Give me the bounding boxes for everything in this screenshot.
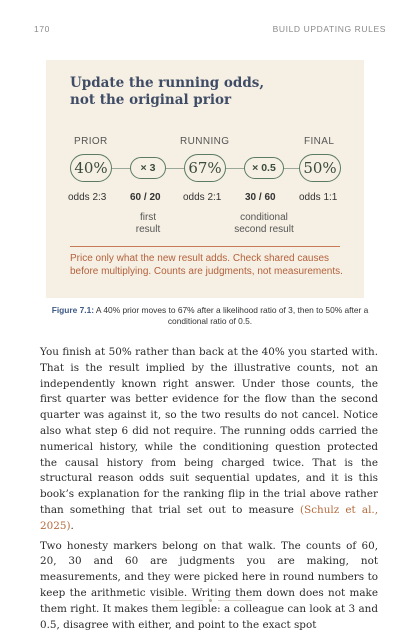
conditional-result-note: [222, 212, 306, 236]
paragraph-2: Two honesty markers belong on that walk. The counts of 60, 20, 30 and 60 are judgments you are making, not measurements, and they were picked here in round numbers to keep the arithmetic visible. Writing them down does not make them right. It makes them legible: a colleague can look at 3 and 0.5, disagree with either, and point to the exact spot: [40, 539, 378, 631]
warning-divider: [70, 246, 340, 247]
stage-label-prior: PRIOR: [74, 136, 108, 147]
final-odds-label: odds 1:1: [299, 192, 338, 203]
stage-label-final: FINAL: [304, 136, 335, 147]
paragraph-1-end: .: [70, 519, 74, 532]
figure-title-line-1: Update the running odds,: [70, 75, 265, 91]
running-node: 67%: [184, 154, 226, 182]
factor-node-2: × 0.5: [244, 157, 284, 179]
figure-panel: [46, 60, 364, 298]
counts-label-1: 60 / 20: [130, 192, 161, 203]
first-result-note-line-1: first: [139, 212, 157, 223]
conditional-note-line-2: second result: [234, 224, 294, 235]
running-title: BUILD UPDATING RULES: [272, 24, 386, 34]
prior-odds-label: odds 2:3: [68, 192, 107, 203]
conditional-note-line-1: conditional: [240, 212, 288, 223]
footer-dot-icon: [209, 599, 212, 602]
counts-label-2: 30 / 60: [245, 192, 276, 203]
body-text: [40, 345, 378, 637]
citation-link[interactable]: (Schulz et al., 2025): [40, 503, 378, 532]
warning-text: Price only what the new result adds. Check shared causes before multiplying. Counts are judgments, not measurements.: [70, 253, 343, 277]
stage-label-running: RUNNING: [180, 136, 230, 147]
first-result-note-line-2: result: [135, 224, 161, 235]
running-odds-label: odds 2:1: [183, 192, 222, 203]
prior-node: 40%: [70, 154, 112, 182]
page-header: [34, 24, 386, 34]
figure-caption-label: Figure 7.1:: [51, 305, 95, 315]
footer-rule-left: [169, 600, 203, 601]
figure-caption-text: A 40% prior moves to 67% after a likelihood ratio of 3, then to 50% after a conditional ratio of 0.5.: [94, 305, 369, 326]
footer-rule-right: [218, 600, 252, 601]
final-node: 50%: [299, 154, 341, 182]
page-footer-ornament: [0, 596, 420, 604]
paragraph-1: [40, 345, 378, 535]
first-result-note: [126, 212, 170, 236]
figure-caption: [50, 305, 370, 327]
page-number: 170: [34, 24, 50, 34]
factor-node-1: × 3: [130, 157, 166, 179]
paragraph-1-text: You finish at 50% rather than back at the 40% you started with. That is the result implied by the illustrative counts, not an independently known right answer. Under those counts, the first quarter was better evidence for the flow than the second quarter was against it, so the two results do not cancel. Notice also what step 6 did not require. The running odds carried the numerical history, while the conditioning question protected the causal history from being charged twice. That is the structural reason odds suit sequential updates, and it is this book’s explanation for the ranking flip in the trial above rather than something that trial set out to measure: [40, 346, 378, 516]
figure-title: [70, 75, 264, 109]
figure-title-line-2: not the original prior: [70, 92, 232, 108]
